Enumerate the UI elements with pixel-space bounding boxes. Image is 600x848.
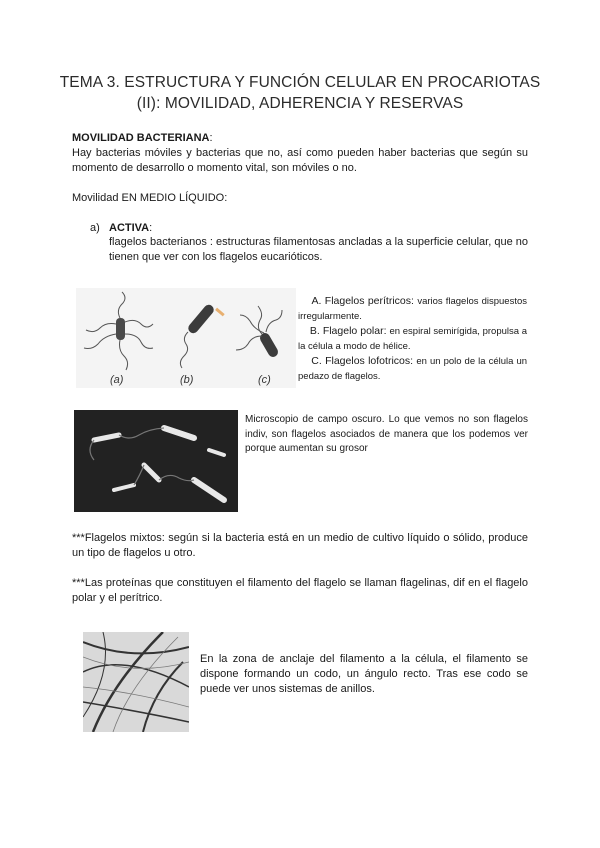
flagella-diagram: [76, 288, 296, 388]
heading-movilidad-bacteriana: MOVILIDAD BACTERIANA: [72, 132, 210, 144]
note-flagelinas: ***Las proteínas que constituyen el filamento del flagelo se llaman flagelinas, dif en el flagelo polar y el perítrico.: [72, 577, 528, 604]
page-title-line-1: TEMA 3. ESTRUCTURA Y FUNCIÓN CELULAR EN PROCARIOTAS: [59, 74, 541, 91]
label-a: (a): [110, 374, 124, 386]
flagella-type-list: [298, 294, 527, 384]
heading-colon: :: [209, 132, 213, 144]
label-b: (b): [180, 374, 194, 386]
medio-liquido-label: Movilidad EN MEDIO LÍQUIDO:: [72, 192, 228, 204]
activa-colon: :: [149, 222, 153, 234]
flagellar-anchor-micrograph: [83, 632, 189, 732]
intro-paragraph: Hay bacterias móviles y bacterias que no, así como pueden haber bacterias que según su momento de desarrollo o momento vital, son móviles o no.: [72, 147, 528, 174]
anchor-description: En la zona de anclaje del filamento a la célula, el filamento se dispone formando un codo, un ángulo recto. Tras ese codo se puede ver unos sistemas de anillos.: [200, 653, 528, 695]
activa-label: ACTIVA: [109, 222, 150, 234]
activa-description: flagelos bacterianos : estructuras filamentosas ancladas a la superficie celular, que no tienen que ver con los flagelos eucarióticos.: [109, 236, 528, 263]
list-marker-a: a): [90, 222, 100, 234]
darkfield-micrograph: [74, 410, 238, 512]
micrograph-description: Microscopio de campo oscuro. Lo que vemos no son flagelos indiv, son flagelos asociados de manera que los podemos ver porque aumentan su grosor: [245, 414, 528, 454]
label-c: (c): [258, 374, 271, 386]
list-item: C. Flagelos lofotricos: en un polo de la célula un pedazo de flagelos.: [298, 355, 528, 382]
list-item: A. Flagelos perítricos: varios flagelos dispuestos irregularmente.: [298, 295, 527, 322]
page-title-line-2: (II): MOVILIDAD, ADHERENCIA Y RESERVAS: [136, 95, 464, 112]
page-title: [40, 72, 560, 114]
list-item: B. Flagelo polar: en espiral semirígida, propulsa a la célula a modo de hélice.: [298, 325, 528, 352]
activa-heading: [109, 221, 152, 236]
note-flagelos-mixtos: ***Flagelos mixtos: según si la bacteria está en un medio de cultivo líquido o sólido, produce un tipo de flagelos u otro.: [72, 532, 528, 559]
section-heading-movilidad: [72, 131, 532, 146]
